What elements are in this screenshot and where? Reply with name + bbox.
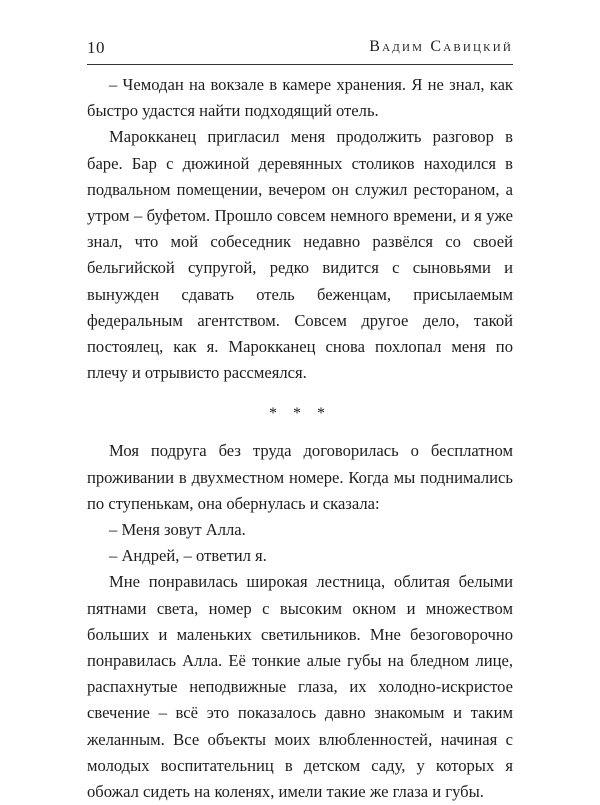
paragraph: Марокканец пригласил меня продолжить разговор в баре. Бар с дюжиной деревянных столиков находился в подвальном помещении, вечером он служил рестораном, а утром – буфетом. Прошло совсем немного времени, и я уже знал, что мой собеседник недавно развёлся со своей бельгийской супругой, редко видится с сыновьями и вынужден сдавать отель беженцам, присылаемым федеральным агентством. Совсем другое дело, такой постоялец, как я. Марокканец снова похлопал меня по плечу и отрывисто рассмеялся. bbox=[87, 127, 513, 383]
page-number: 10 bbox=[87, 38, 105, 57]
page-header bbox=[87, 38, 513, 62]
running-head-author: Вадим Савицкий bbox=[369, 38, 513, 55]
paragraph: – Чемодан на вокзале в камере хранения. Я не знал, как быстро удастся найти подходящий отель. bbox=[87, 75, 513, 121]
section-separator: * * * bbox=[269, 405, 331, 423]
paragraph: Моя подруга без труда договорилась о бесплатном проживании в двухместном номере. Когда мы поднимались по ступенькам, она обернулась и сказала: bbox=[87, 441, 513, 513]
dialogue-line: – Меня зовут Алла. bbox=[109, 520, 246, 540]
dialogue-line: – Андрей, – ответил я. bbox=[109, 546, 267, 566]
header-rule bbox=[87, 64, 513, 65]
body-text bbox=[87, 72, 513, 805]
paragraph: Мне понравилась широкая лестница, облитая белыми пятнами света, номер с высоким окном и множеством больших и маленьких светильников. Мне безоговорочно понравилась Алла. Её тонкие алые губы на бледном лице, распахнутые неподвижные глаза, их холодно-искристое свечение – всё это показалось давно знакомым и таким желанным. Все объекты моих влюбленностей, начиная с молодых воспитательниц в детском саду, у которых я обожал сидеть на коленях, имели такие же глаза и губы. bbox=[87, 572, 513, 802]
